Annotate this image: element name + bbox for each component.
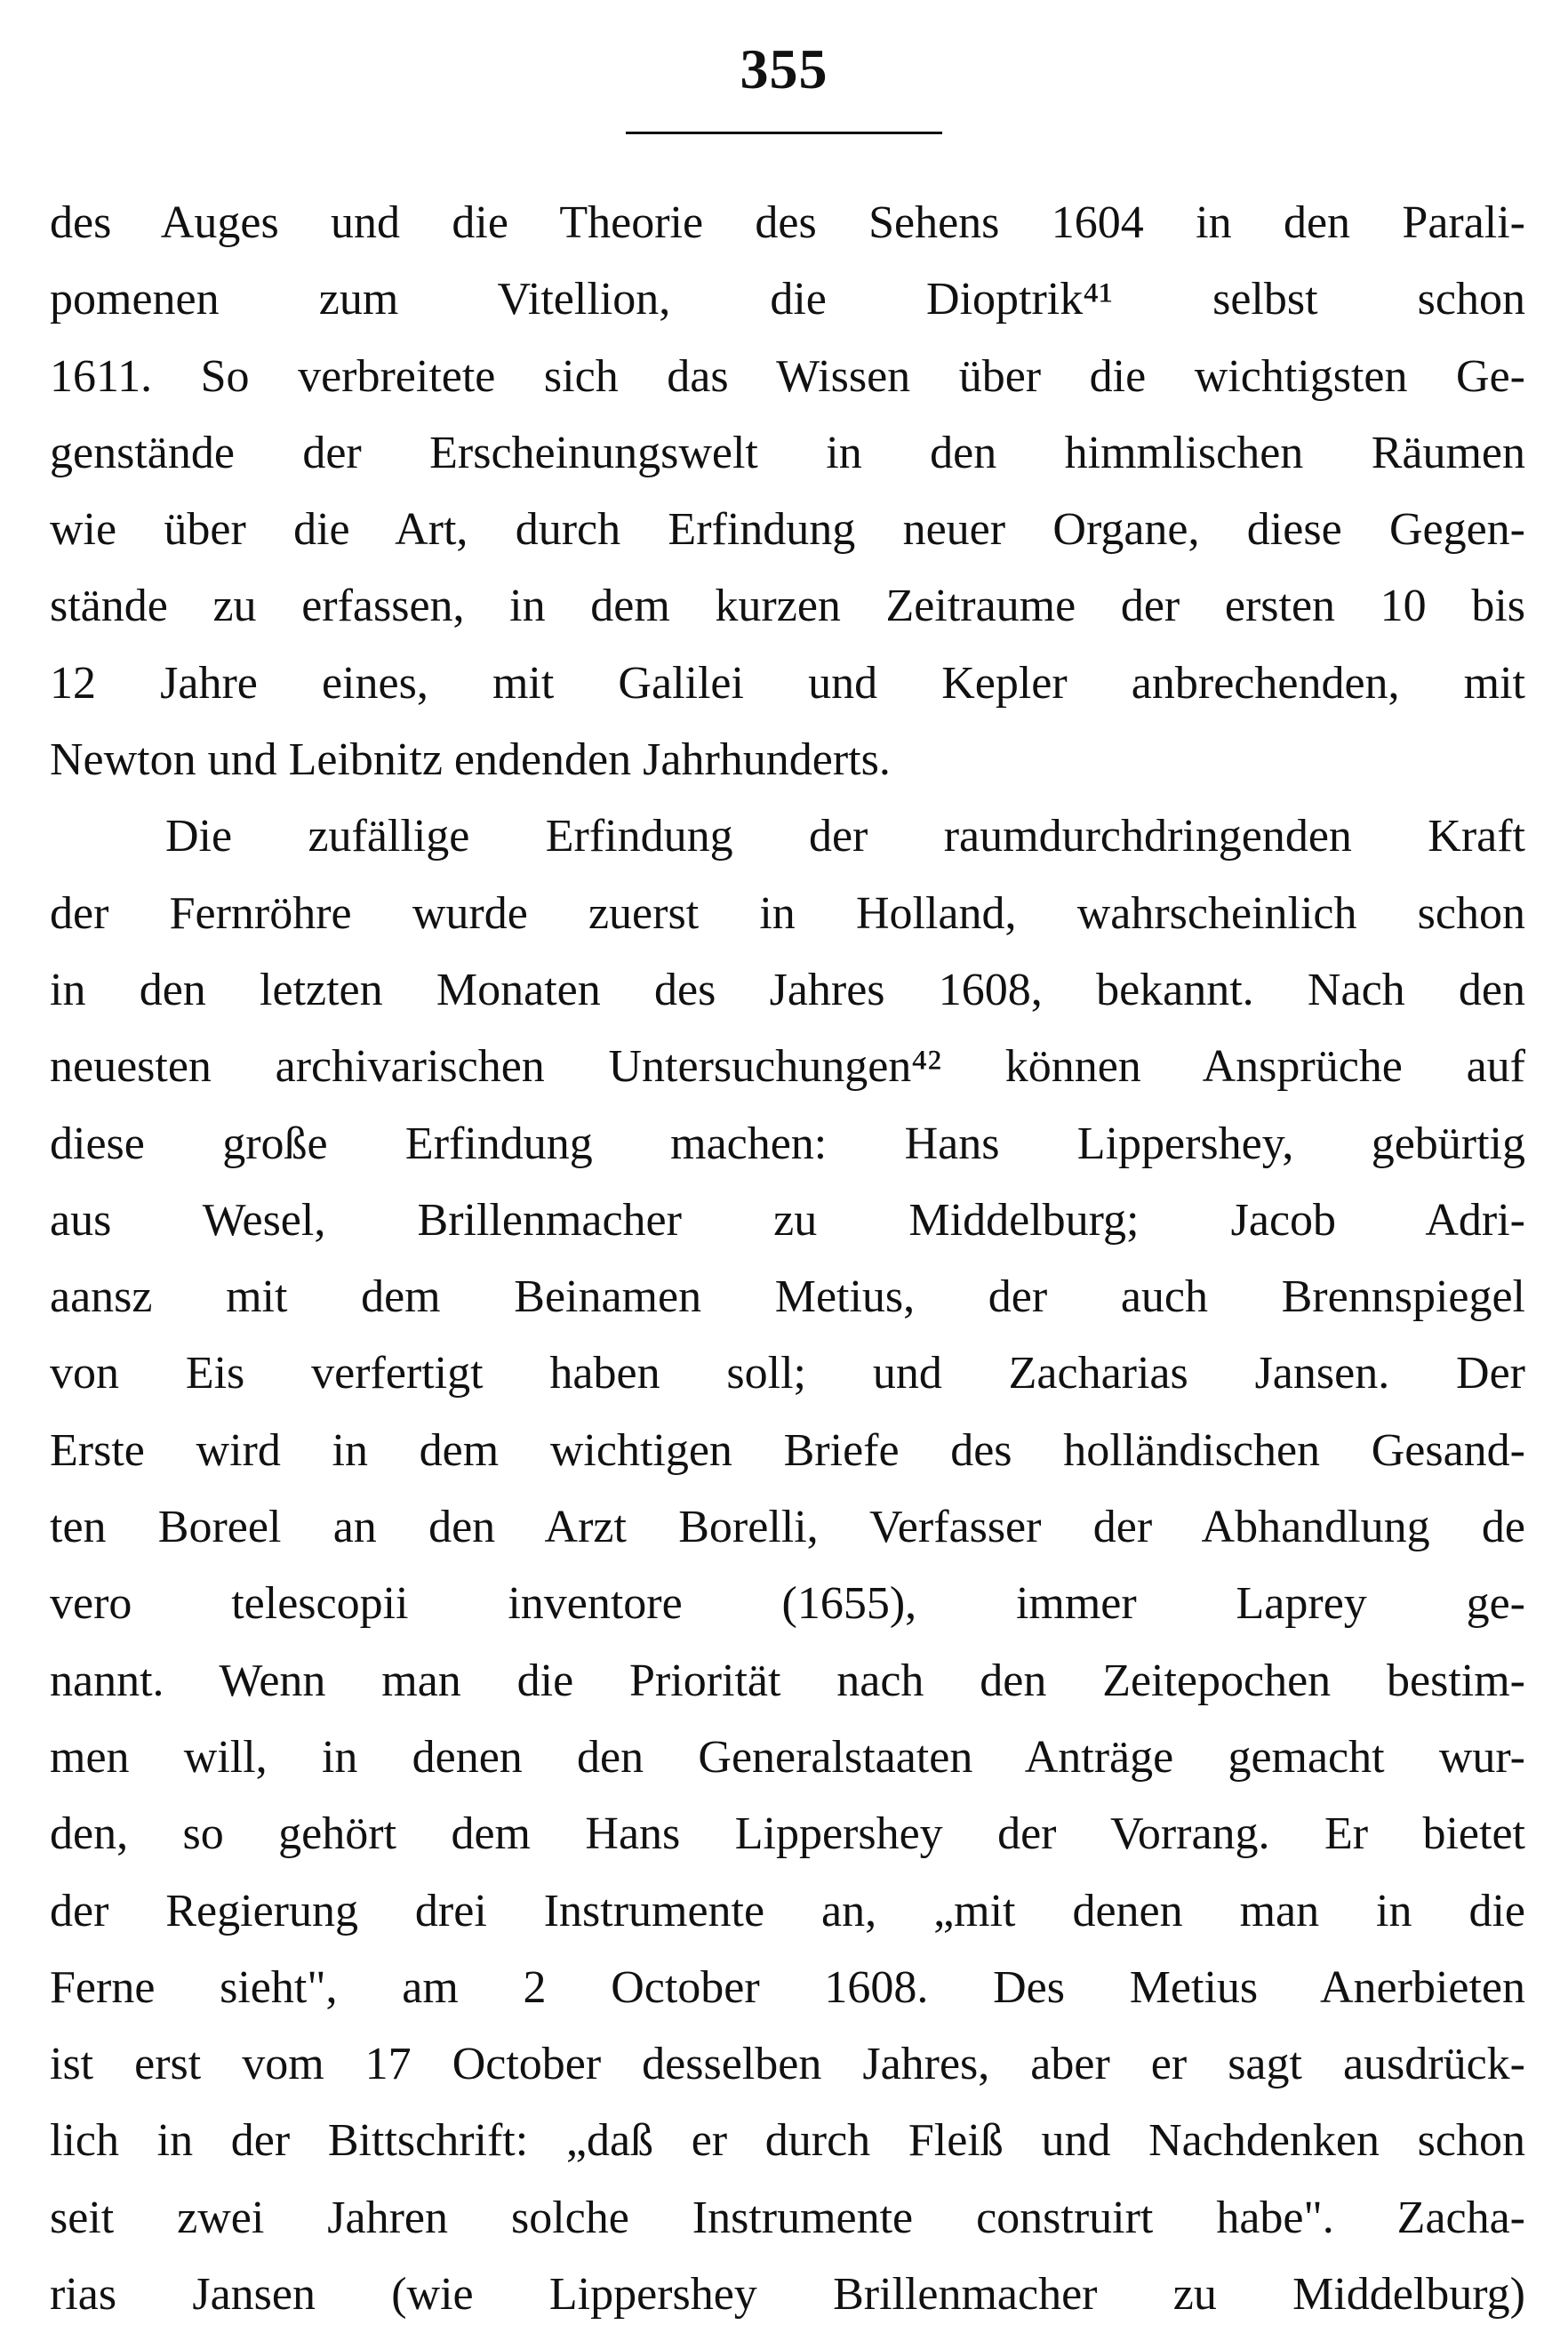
text-line: Die zufällige Erfindung der raumdurchdringenden Kraft <box>165 811 1525 862</box>
text-line: 1611. So verbreitete sich das Wissen über die wichtigsten Ge- <box>50 350 1525 402</box>
text-line: genstände der Erscheinungswelt in den himmlischen Räumen <box>50 427 1525 478</box>
text-line: von Eis verfertigt haben soll; und Zacharias Jansen. Der <box>50 1348 1525 1399</box>
text-line: nannt. Wenn man die Priorität nach den Zeitepochen bestim- <box>50 1655 1525 1706</box>
body-text <box>50 185 1525 2333</box>
text-line: rias Jansen (wie Lippershey Brillenmacher zu Middelburg) <box>50 2269 1525 2321</box>
text-line: pomenen zum Vitellion, die Dioptrik⁴¹ selbst schon <box>50 274 1525 325</box>
text-line: lich in der Bittschrift: „daß er durch Fleiß und Nachdenken schon <box>50 2115 1525 2167</box>
header-rule <box>626 132 942 134</box>
text-line: Erste wird in dem wichtigen Briefe des holländischen Gesand- <box>50 1424 1525 1476</box>
text-line: aus Wesel, Brillenmacher zu Middelburg; Jacob Adri- <box>50 1194 1525 1246</box>
text-line: men will, in denen den Generalstaaten Anträge gemacht wur- <box>50 1731 1525 1783</box>
text-line: vero telescopii inventore (1655), immer Laprey ge- <box>50 1578 1525 1630</box>
text-line: Ferne sieht", am 2 October 1608. Des Metius Anerbieten <box>50 1961 1525 2013</box>
text-line: Newton und Leibnitz endenden Jahrhunderts. <box>50 734 891 786</box>
text-line: stände zu erfassen, in dem kurzen Zeitraume der ersten 10 bis <box>50 581 1525 632</box>
text-line: ist erst vom 17 October desselben Jahres, aber er sagt ausdrück- <box>50 2039 1525 2090</box>
text-line: seit zwei Jahren solche Instrumente construirt habe". Zacha- <box>50 2192 1525 2243</box>
page-number: 355 <box>740 37 828 100</box>
text-line: der Regierung drei Instrumente an, „mit denen man in die <box>50 1885 1525 1936</box>
text-line: der Fernröhre wurde zuerst in Holland, wahrscheinlich schon <box>50 887 1525 939</box>
text-line: des Auges und die Theorie des Sehens 1604 in den Parali- <box>50 197 1525 248</box>
text-line: den, so gehört dem Hans Lippershey der Vorrang. Er bietet <box>50 1808 1525 1860</box>
text-line: wie über die Art, durch Erfindung neuer Organe, diese Gegen- <box>50 504 1525 556</box>
text-line: ten Boreel an den Arzt Borelli, Verfasser der Abhandlung de <box>50 1502 1525 1553</box>
text-line: neuesten archivarischen Untersuchungen⁴² können Ansprüche auf <box>50 1041 1525 1093</box>
text-line: diese große Erfindung machen: Hans Lippershey, gebürtig <box>50 1118 1525 1169</box>
text-line: aansz mit dem Beinamen Metius, der auch Brennspiegel <box>50 1271 1525 1323</box>
text-line: 12 Jahre eines, mit Galilei und Kepler anbrechenden, mit <box>50 657 1525 709</box>
text-line: in den letzten Monaten des Jahres 1608, bekannt. Nach den <box>50 964 1525 1015</box>
